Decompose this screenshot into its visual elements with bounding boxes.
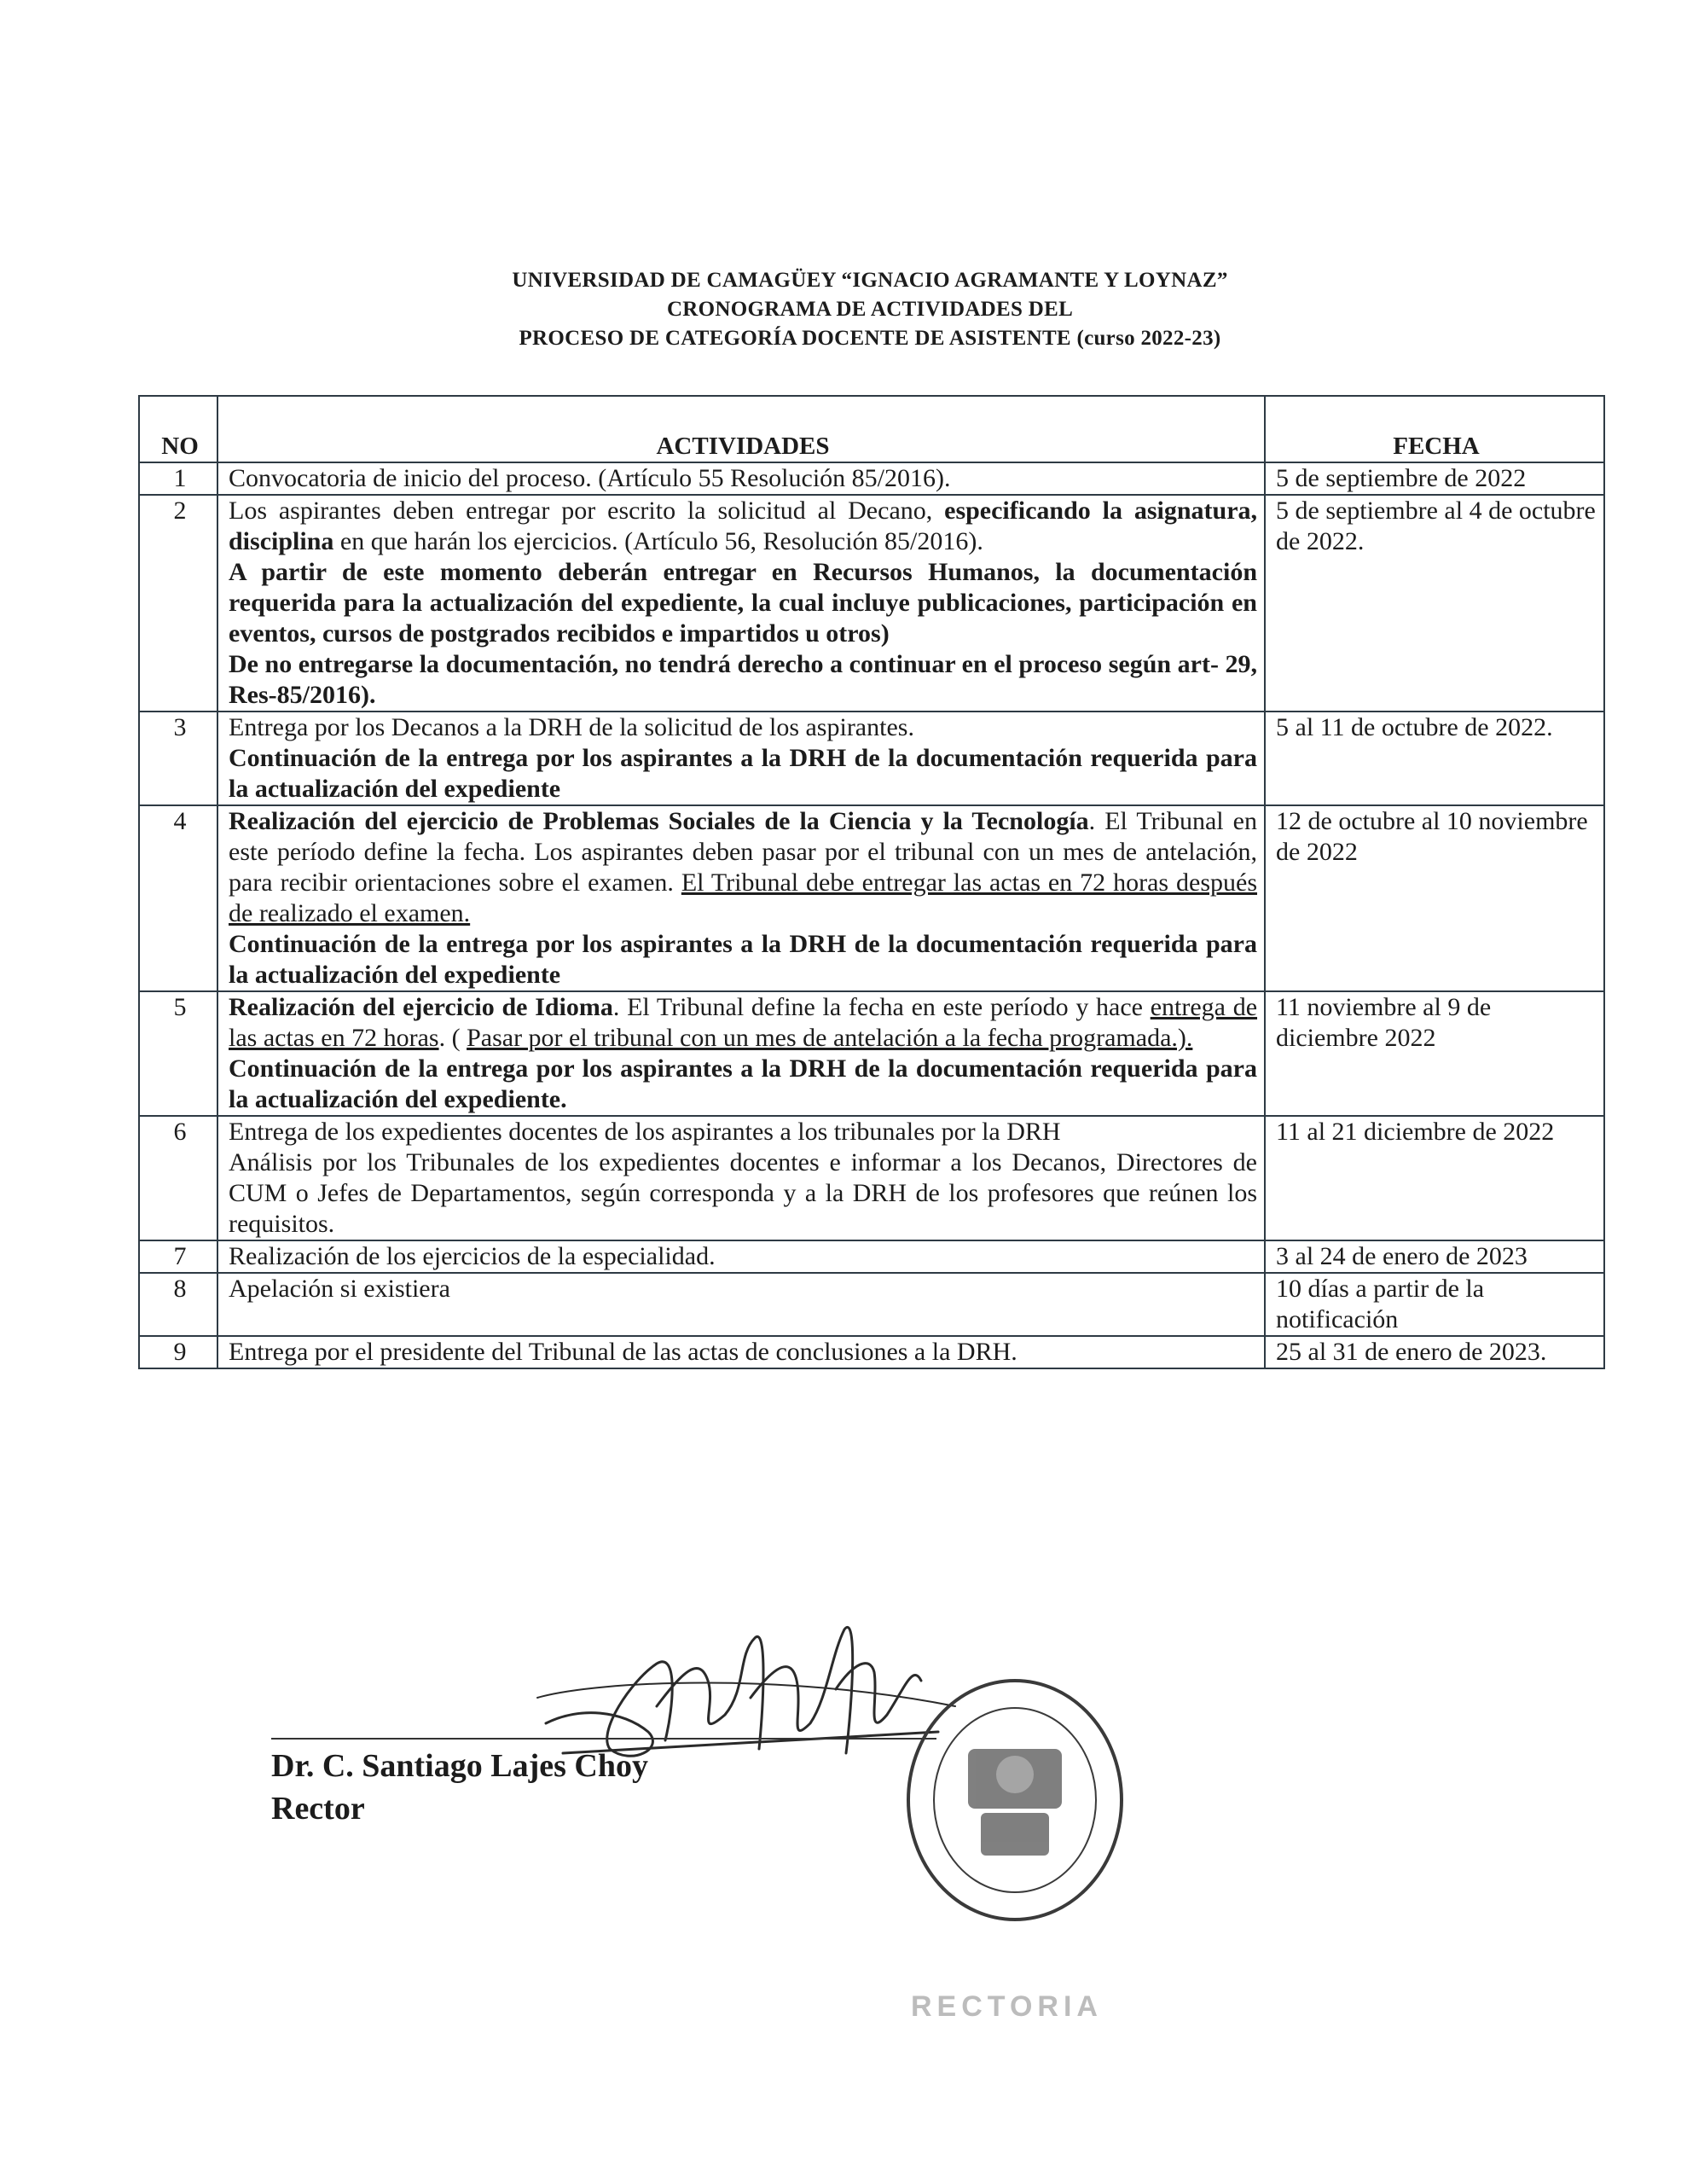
signatory-title: Rector	[271, 1791, 365, 1827]
activity-text: Los aspirantes deben entregar por escrito la solicitud al Decano,	[229, 497, 945, 525]
official-seal-icon	[896, 1672, 1134, 1954]
activity-text: Entrega por los Decanos a la DRH de la solicitud de los aspirantes.	[229, 713, 914, 741]
activity-text-underlined: entrega de las actas en 72 horas	[229, 993, 1258, 1052]
row-number: 8	[139, 1273, 217, 1336]
activity-cell	[217, 1116, 1265, 1240]
activity-text: Análisis por los Tribunales de los expedientes docentes e informar a los Decanos, Directores de CUM o Jefes de Departamentos, según corresponda y a la DRH de los profesores que reúnen los requisitos.	[229, 1148, 1257, 1238]
table-row	[139, 1116, 1604, 1240]
document-header	[136, 266, 1603, 353]
activity-text-bold: Continuación de la entrega por los aspirantes a la DRH de la documentación requerida para la actualización del expediente	[229, 744, 1257, 803]
row-number: 4	[139, 805, 217, 991]
signatory-name: Dr. C. Santiago Lajes Choy	[271, 1748, 648, 1784]
date-cell: 10 días a partir de la notificación	[1265, 1273, 1604, 1336]
activity-cell	[217, 805, 1265, 991]
activity-text-underlined: El Tribunal debe entregar las actas en 72 horas después de realizado el examen.	[229, 868, 1257, 927]
activity-cell: Realización de los ejercicios de la especialidad.	[217, 1240, 1265, 1273]
row-number: 5	[139, 991, 217, 1116]
table-header-row	[139, 396, 1604, 462]
table-row	[139, 805, 1604, 991]
date-cell: 25 al 31 de enero de 2023.	[1265, 1336, 1604, 1368]
activities-table	[138, 395, 1605, 1369]
activity-cell	[217, 712, 1265, 805]
stamp-text: RECTORIA	[911, 1990, 1103, 2023]
activity-cell: Apelación si existiera	[217, 1273, 1265, 1336]
activity-text-bold: Realización del ejercicio de Idioma	[229, 993, 613, 1021]
row-number: 1	[139, 462, 217, 495]
date-cell: 5 de septiembre de 2022	[1265, 462, 1604, 495]
date-cell: 12 de octubre al 10 noviembre de 2022	[1265, 805, 1604, 991]
activity-cell: Entrega por el presidente del Tribunal de las actas de conclusiones a la DRH.	[217, 1336, 1265, 1368]
activity-text: . El Tribunal en este período define la fecha. Los aspirantes deben pasar por el tribunal con un mes de antelación, para recibir orientaciones sobre el examen.	[229, 807, 1258, 897]
table-row	[139, 462, 1604, 495]
activity-text-bold: De no entregarse la documentación, no tendrá derecho a continuar en el proceso según art- 29, Res-85/2016).	[229, 650, 1257, 709]
row-number: 7	[139, 1240, 217, 1273]
signature-line	[271, 1738, 936, 1740]
process-title: PROCESO DE CATEGORÍA DOCENTE DE ASISTENTE (curso 2022-23)	[519, 327, 1221, 350]
schedule-title: CRONOGRAMA DE ACTIVIDADES DEL	[666, 298, 1074, 321]
activity-cell	[217, 495, 1265, 712]
signatory-block	[271, 1745, 648, 1830]
activity-text: . (	[438, 1024, 467, 1052]
activity-cell: Convocatoria de inicio del proceso. (Artículo 55 Resolución 85/2016).	[217, 462, 1265, 495]
table-row	[139, 495, 1604, 712]
university-title: UNIVERSIDAD DE CAMAGÜEY “IGNACIO AGRAMANTE Y LOYNAZ”	[512, 269, 1228, 292]
table-row	[139, 1240, 1604, 1273]
activity-text-bold: Realización del ejercicio de Problemas Sociales de la Ciencia y la Tecnología	[229, 807, 1089, 835]
date-cell: 5 de septiembre al 4 de octubre de 2022.	[1265, 495, 1604, 712]
row-number: 9	[139, 1336, 217, 1368]
row-number: 6	[139, 1116, 217, 1240]
activity-text-underlined: Pasar por el tribunal con un mes de antelación a la fecha programada.).	[467, 1024, 1193, 1052]
date-cell: 3 al 24 de enero de 2023	[1265, 1240, 1604, 1273]
header-no: NO	[139, 396, 217, 462]
table-row	[139, 1273, 1604, 1336]
date-cell: 5 al 11 de octubre de 2022.	[1265, 712, 1604, 805]
header-fecha: FECHA	[1265, 396, 1604, 462]
date-cell: 11 al 21 diciembre de 2022	[1265, 1116, 1604, 1240]
activity-text: en que harán los ejercicios. (Artículo 56, Resolución 85/2016).	[333, 527, 983, 555]
table-row	[139, 991, 1604, 1116]
activity-cell	[217, 991, 1265, 1116]
activity-text-bold: especificando la asignatura, disciplina	[229, 497, 1258, 555]
date-cell: 11 noviembre al 9 de diciembre 2022	[1265, 991, 1604, 1116]
table-row	[139, 712, 1604, 805]
table-row	[139, 1336, 1604, 1368]
header-actividades: ACTIVIDADES	[217, 396, 1265, 462]
activity-text: . El Tribunal define la fecha en este período y hace	[612, 993, 1151, 1021]
activity-text-bold: Continuación de la entrega por los aspirantes a la DRH de la documentación requerida para la actualización del expediente.	[229, 1054, 1257, 1113]
activity-text: Entrega de los expedientes docentes de los aspirantes a los tribunales por la DRH	[229, 1118, 1061, 1146]
activity-text-bold: Continuación de la entrega por los aspirantes a la DRH de la documentación requerida para la actualización del expediente	[229, 930, 1257, 989]
row-number: 3	[139, 712, 217, 805]
activity-text-bold: A partir de este momento deberán entregar en Recursos Humanos, la documentación requerida para la actualización del expediente, la cual incluye publicaciones, participación en eventos, cursos de postgrados recibidos e impartidos u otros)	[229, 558, 1257, 648]
row-number: 2	[139, 495, 217, 712]
